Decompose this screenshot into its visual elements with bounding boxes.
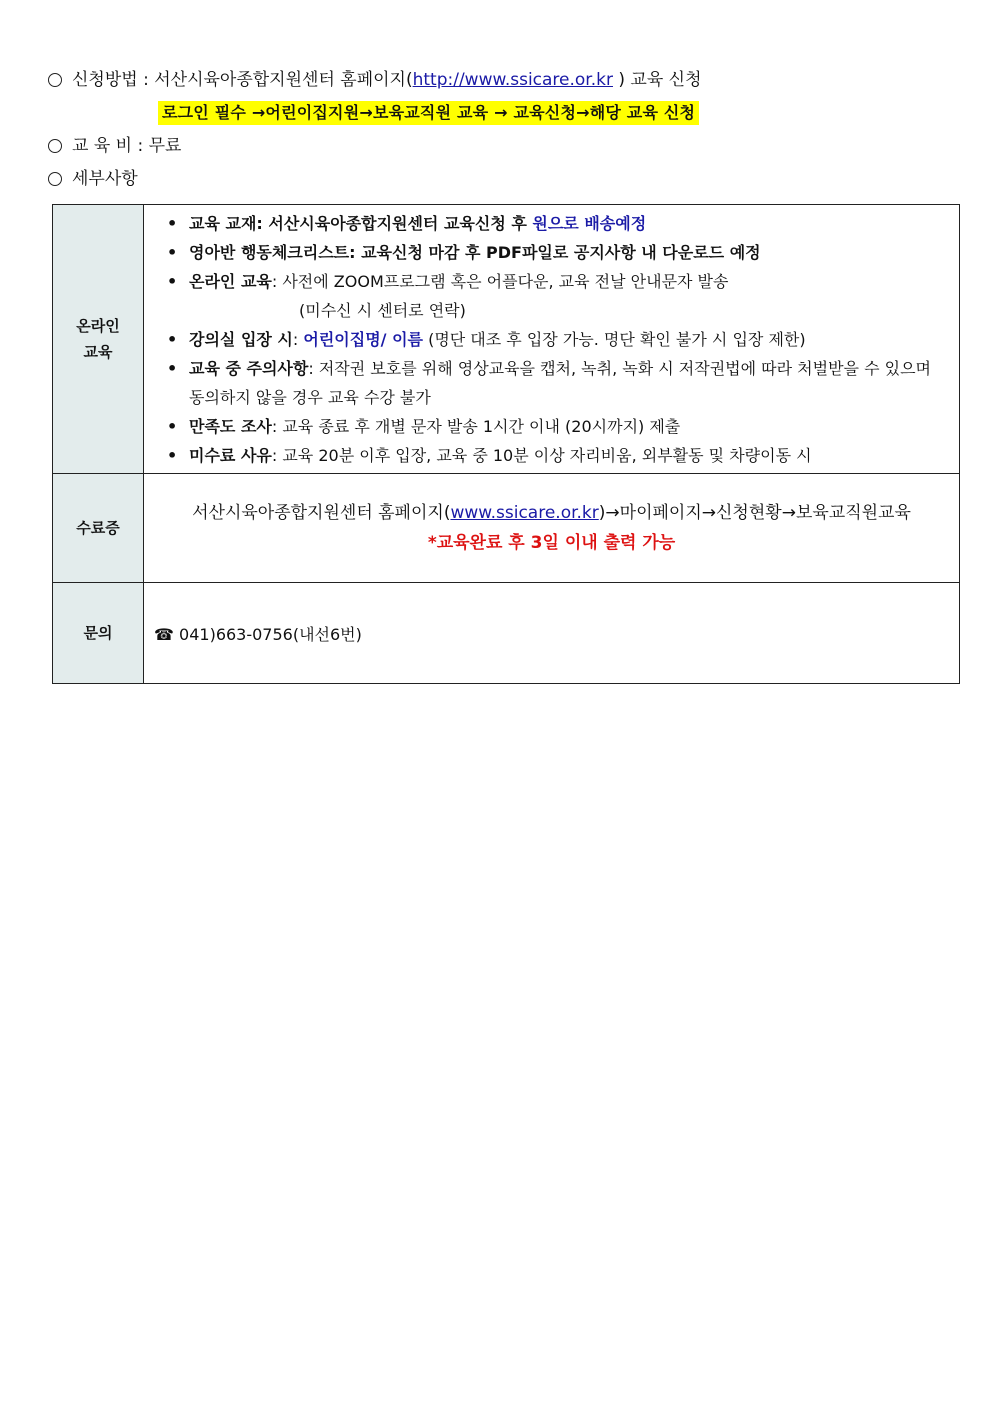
contact-row xyxy=(53,583,960,684)
online-education-content xyxy=(144,205,960,474)
list-item: • 교육 중 주의사항: 저작권 보호를 위해 영상교육을 캡처, 녹취, 녹화 시 저작권법에 따라 처벌받을 수 있으며 동의하지 않을 경우 교육 수강 불가 xyxy=(167,354,950,412)
phone-icon: ☎ xyxy=(154,624,174,644)
apply-label: 신청방법 : 서산시육아종합지원센터 홈페이지( xyxy=(72,70,413,90)
list-item: • 교육 교재: 서산시육아종합지원센터 교육신청 후 원으로 배송예정 xyxy=(167,209,950,238)
list-item: • 미수료 사유: 교육 20분 이후 입장, 교육 중 10분 이상 자리비움, 외부활동 및 차량이동 시 xyxy=(167,441,950,470)
circle-bullet-icon xyxy=(48,172,62,186)
fee-line xyxy=(48,134,181,158)
certificate-url-link[interactable]: www.ssicare.or.kr xyxy=(450,503,599,523)
apply-method-line xyxy=(48,68,702,92)
certificate-path: 서산시육아종합지원센터 홈페이지(www.ssicare.or.kr)→마이페이지→신청현황→보육교직원교육 xyxy=(192,503,911,523)
online-education-row xyxy=(53,205,960,474)
list-item: • 영아반 행동체크리스트: 교육신청 마감 후 PDF파일로 공지사항 내 다운로드 예정 xyxy=(167,238,950,267)
list-item: • 만족도 조사: 교육 종료 후 개별 문자 발송 1시간 이내 (20시까지) 제출 xyxy=(167,412,950,441)
apply-steps-highlight: 로그인 필수 →어린이집지원→보육교직원 교육 → 교육신청→해당 교육 신청 xyxy=(158,101,699,125)
contact-content xyxy=(144,583,960,684)
certificate-header: 수료증 xyxy=(53,474,144,583)
certificate-content xyxy=(144,474,960,583)
list-item: • 온라인 교육: 사전에 ZOOM프로그램 혹은 어플다운, 교육 전날 안내문자 발송 (미수신 시 센터로 연락) xyxy=(167,267,950,325)
certificate-row xyxy=(53,474,960,583)
apply-suffix: ) 교육 신청 xyxy=(612,70,702,90)
certificate-note: *교육완료 후 3일 이내 출력 가능 xyxy=(427,533,676,553)
online-education-list xyxy=(145,207,958,472)
circle-bullet-icon xyxy=(48,139,62,153)
details-heading-line xyxy=(48,167,138,191)
online-education-header: 온라인 교육 xyxy=(53,205,144,474)
contact-phone: 041)663-0756(내선6번) xyxy=(179,624,362,644)
list-item: • 강의실 입장 시: 어린이집명/ 이름 (명단 대조 후 입장 가능. 명단 확인 불가 시 입장 제한) xyxy=(167,325,950,354)
fee-label: 교 육 비 : 무료 xyxy=(72,136,182,156)
details-heading: 세부사항 xyxy=(72,169,138,189)
circle-bullet-icon xyxy=(48,73,62,87)
contact-header: 문의 xyxy=(53,583,144,684)
apply-url-link[interactable]: http://www.ssicare.or.kr xyxy=(412,70,613,90)
details-table xyxy=(52,204,960,684)
